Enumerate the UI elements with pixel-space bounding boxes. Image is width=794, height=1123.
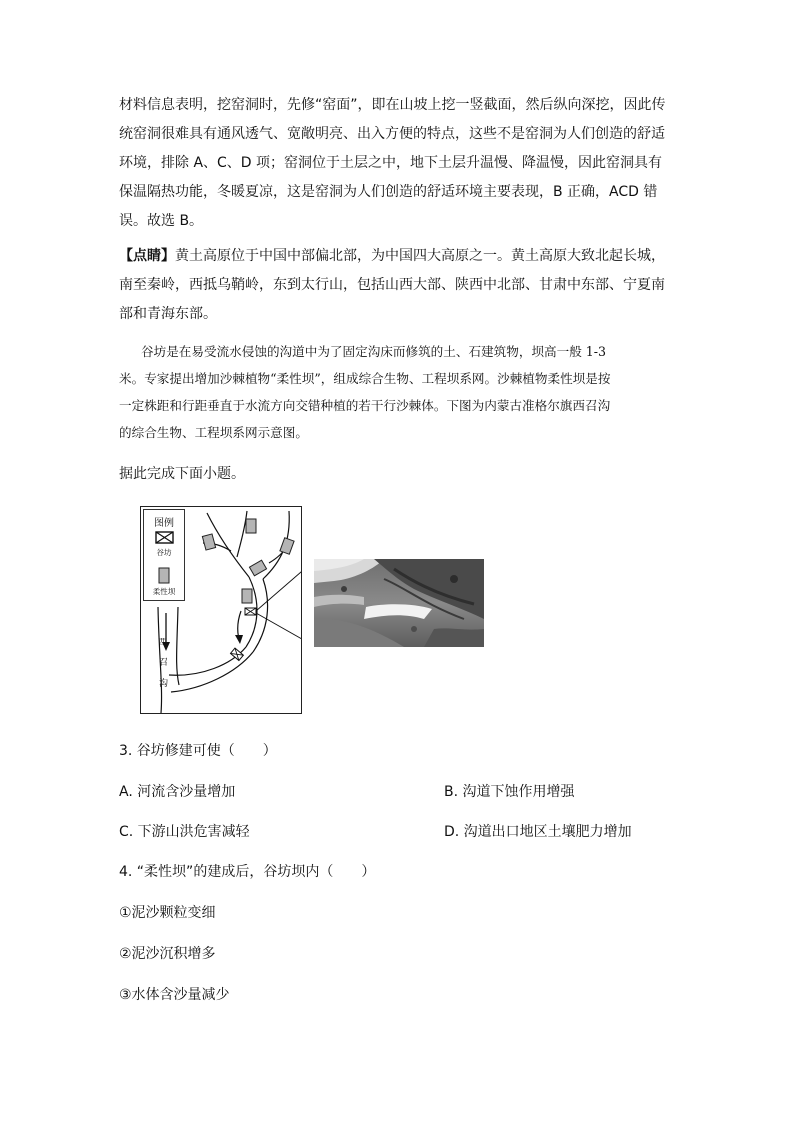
- q3-option-d[interactable]: D. 沟道出口地区土壤肥力增加: [444, 824, 632, 840]
- comment-line-3: 部和青海东部。: [119, 306, 217, 322]
- material-line-3: 一定株距和行距垂直于水流方向交错种植的若干行沙棘体。下图为内蒙古准格尔旗西召沟: [119, 398, 611, 413]
- q4-item-3: ③水体含沙量减少: [119, 987, 230, 1003]
- comment-tag: 【点睛】: [119, 248, 175, 264]
- q3-option-b[interactable]: B. 沟道下蚀作用增强: [444, 784, 575, 800]
- rouxingba-dam-3: [280, 538, 294, 555]
- instruction: 据此完成下面小题。: [119, 466, 245, 482]
- comment-text-first: 黄土高原位于中国中部偏北部，为中国四大高原之一。黄土高原大致北起长城，: [175, 248, 665, 264]
- q3-option-a[interactable]: A. 河流含沙量增加: [119, 784, 236, 800]
- legend-rouxingba-label: 柔性坝: [152, 587, 176, 596]
- analysis-line-2: 统窑洞很难具有通风透气、宽敞明亮、出入方便的特点，这些不是窑洞为人们创造的舒适: [119, 126, 665, 142]
- analysis-line-5: 误。故选 B。: [119, 213, 204, 229]
- q3-stem: 3. 谷坊修建可使（ ）: [119, 743, 277, 759]
- legend-title: 图例: [154, 518, 174, 529]
- rouxingba-dam-2: [246, 519, 256, 533]
- analysis-line-1: 材料信息表明，挖窑洞时，先修“窑面”，即在山坡上挖一竖截面，然后纵向深挖，因此传: [119, 97, 666, 113]
- gufang-photo-image: [314, 559, 484, 647]
- material-line-4: 的综合生物、工程坝系网示意图。: [119, 425, 308, 440]
- rouxingba-dam-4: [249, 560, 266, 576]
- comment-line-2: 南至秦岭，西抵乌鞘岭，东到太行山，包括山西大部、陕西中北部、甘肃中东部、宁夏南: [119, 277, 665, 293]
- gully-label-1: 西: [158, 638, 168, 648]
- material-line-1: 谷坊是在易受流水侵蚀的沟道中为了固定沟床而修筑的土、石建筑物，坝高一般 1-3: [141, 344, 607, 359]
- analysis-line-4: 保温隔热功能，冬暖夏凉，这是窑洞为人们创造的舒适环境主要表现，B 正确，ACD 错: [119, 184, 658, 200]
- rouxingba-dam-1: [202, 534, 215, 550]
- comment-line-1: [119, 242, 679, 271]
- analysis-line-3: 环境，排除 A、C、D 项；窑洞位于土层之中，地下土层升温慢、降温慢，因此窑洞具有: [119, 155, 663, 171]
- gufang-photo: [314, 559, 484, 647]
- gully-system-map: [140, 506, 302, 714]
- material-line-2: 米。专家提出增加沙棘植物“柔性坝”，组成综合生物、工程坝系网。沙棘植物柔性坝是按: [119, 371, 611, 386]
- q4-stem: 4. “柔性坝”的建成后，谷坊坝内（ ）: [119, 864, 376, 880]
- gufang-dam-upper: [245, 608, 256, 615]
- q4-item-1: ①泥沙颗粒变细: [119, 905, 216, 921]
- q4-item-2: ②泥沙沉积增多: [119, 946, 216, 962]
- gully-label-2: 召: [159, 658, 169, 668]
- rouxingba-dam-5: [242, 589, 252, 603]
- gully-label-3: 沟: [159, 679, 169, 689]
- q3-option-c[interactable]: C. 下游山洪危害减轻: [119, 824, 250, 840]
- legend-gufang-label: 谷坊: [156, 548, 172, 557]
